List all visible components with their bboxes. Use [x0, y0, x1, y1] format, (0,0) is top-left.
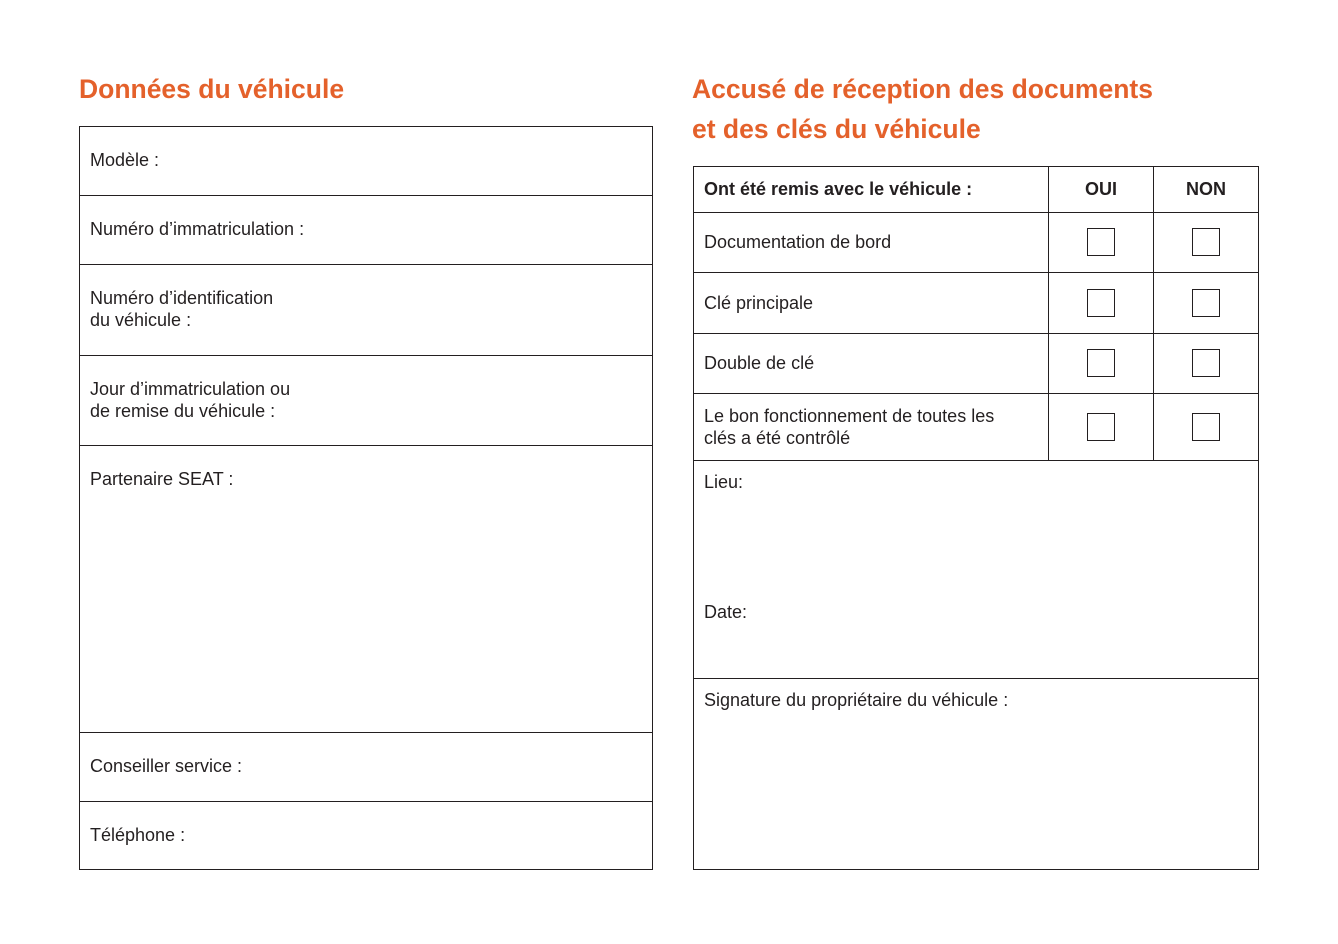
checklist-row-onboard-documentation: [694, 212, 1258, 272]
checklist-header: [694, 167, 1258, 212]
place-label: Lieu:: [704, 472, 744, 492]
owner-signature-field[interactable]: [694, 678, 1258, 870]
vin-label-line-1: Numéro d’identification: [90, 287, 274, 308]
keys-tested-no-checkbox[interactable]: [1192, 413, 1220, 441]
checklist-header-no: [1153, 167, 1258, 212]
keys-tested-label-line-1: Le bon fonctionnement de toutes les: [704, 405, 995, 426]
place-date-field[interactable]: [694, 460, 1258, 678]
main-key-label: Clé principale: [704, 292, 814, 313]
onboard-documentation-no-checkbox[interactable]: [1192, 228, 1220, 256]
checklist-yes-cell: [1048, 394, 1153, 460]
vehicle-data-table: [79, 126, 653, 870]
main-key-no-checkbox[interactable]: [1192, 289, 1220, 317]
owner-signature-label: Signature du propriétaire du véhicule :: [704, 690, 1009, 710]
date-label: Date:: [704, 602, 748, 622]
checklist-no-cell: [1153, 213, 1258, 272]
model-field[interactable]: [80, 127, 652, 195]
model-label: Modèle :: [90, 150, 160, 170]
checklist-header-no-text: NON: [1186, 179, 1226, 200]
seat-partner-label: Partenaire SEAT :: [90, 468, 234, 489]
checklist-header-yes: [1048, 167, 1153, 212]
vehicle-data-title-text: Données du véhicule: [79, 74, 345, 104]
checklist-no-cell: [1153, 334, 1258, 393]
checklist-item: [694, 273, 1048, 333]
spare-key-label: Double de clé: [704, 353, 815, 373]
phone-field[interactable]: [80, 801, 652, 870]
onboard-documentation-yes-checkbox[interactable]: [1087, 228, 1115, 256]
checklist-yes-cell: [1048, 213, 1153, 272]
checklist-header-item-text: Ont été remis avec le véhicule :: [704, 179, 973, 200]
checklist-no-cell: [1153, 394, 1258, 460]
main-key-yes-checkbox[interactable]: [1087, 289, 1115, 317]
checklist-yes-cell: [1048, 273, 1153, 333]
registration-number-label: Numéro d’immatriculation :: [90, 218, 305, 239]
handover-checklist: [693, 166, 1259, 870]
service-advisor-field[interactable]: [80, 732, 652, 801]
phone-label: Téléphone :: [90, 824, 186, 845]
checklist-no-cell: [1153, 273, 1258, 333]
checklist-item: [694, 334, 1048, 393]
acknowledgment-title: [692, 69, 1153, 149]
vehicle-data-title: [79, 72, 344, 106]
seat-partner-field[interactable]: [80, 445, 652, 732]
checklist-header-item: [694, 167, 1048, 212]
acknowledgment-title-line-1: Accusé de réception des documents: [692, 74, 1153, 104]
checklist-item: [694, 213, 1048, 272]
vin-label-line-2: du véhicule :: [90, 309, 192, 330]
checklist-row-keys-tested: [694, 393, 1258, 460]
spare-key-no-checkbox[interactable]: [1192, 349, 1220, 377]
service-advisor-label: Conseiller service :: [90, 755, 243, 776]
registration-number-field[interactable]: [80, 195, 652, 264]
onboard-documentation-label: Documentation de bord: [704, 232, 892, 252]
checklist-item: [694, 394, 1048, 460]
acknowledgment-title-line-2: et des clés du véhicule: [692, 114, 981, 144]
spare-key-yes-checkbox[interactable]: [1087, 349, 1115, 377]
registration-date-label-line-1: Jour d’immatriculation ou: [90, 378, 291, 399]
keys-tested-label-line-2: clés a été contrôlé: [704, 427, 851, 448]
checklist-row-main-key: [694, 272, 1258, 333]
registration-date-field[interactable]: [80, 355, 652, 445]
checklist-header-yes-text: OUI: [1084, 179, 1117, 200]
checklist-yes-cell: [1048, 334, 1153, 393]
keys-tested-yes-checkbox[interactable]: [1087, 413, 1115, 441]
registration-date-label-line-2: de remise du véhicule :: [90, 400, 276, 421]
checklist-row-spare-key: [694, 333, 1258, 393]
vin-field[interactable]: [80, 264, 652, 355]
